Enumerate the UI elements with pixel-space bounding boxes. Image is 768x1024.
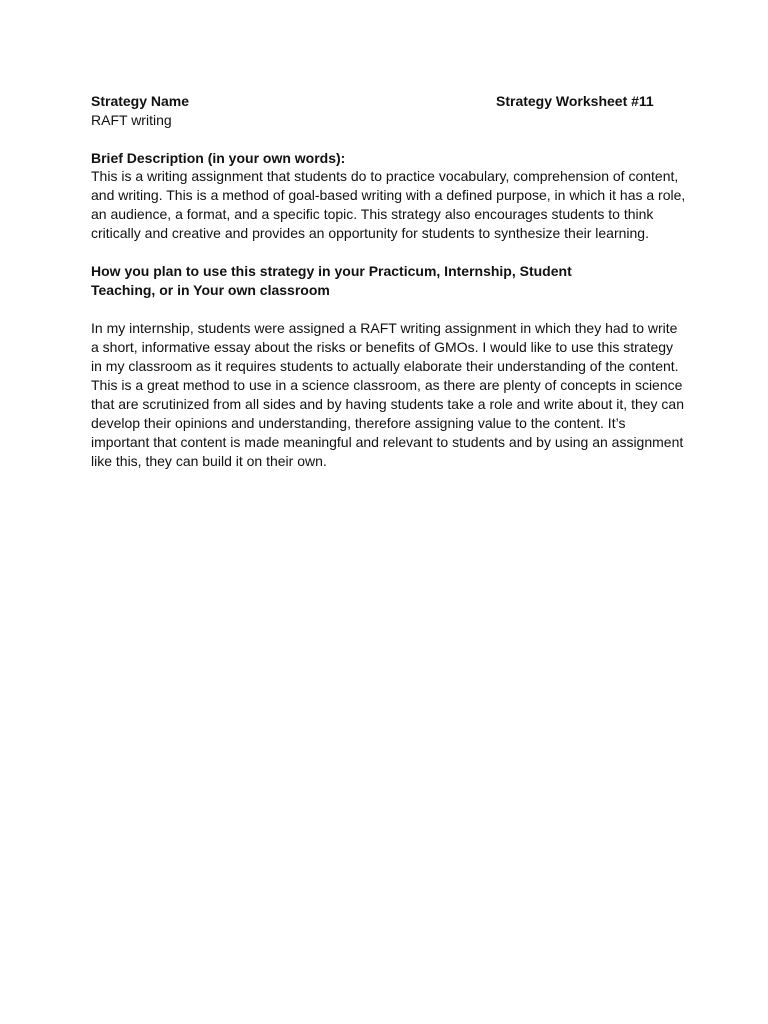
description-line: critically and creative and provides an opportunity for students to synthesize their learning. [91, 225, 649, 241]
strategy-name-value: RAFT writing [91, 112, 172, 128]
plan-line: develop their opinions and understanding, therefore assigning value to the content. It’s [91, 415, 626, 431]
plan-heading-line: Teaching, or in Your own classroom [91, 282, 330, 298]
plan-line: a short, informative essay about the risks or benefits of GMOs. I would like to use this strategy [91, 339, 674, 355]
plan-heading-line: How you plan to use this strategy in your Practicum, Internship, Student [91, 263, 572, 279]
plan-heading [91, 262, 572, 300]
description-paragraph [91, 167, 691, 243]
worksheet-number: Strategy Worksheet #11 [496, 93, 654, 109]
description-line: This is a writing assignment that students do to practice vocabulary, comprehension of content, [91, 168, 679, 184]
plan-line: in my classroom as it requires students to actually elaborate their understanding of the content. [91, 358, 679, 374]
plan-paragraph [91, 319, 691, 471]
description-heading: Brief Description (in your own words): [91, 150, 346, 166]
plan-line: important that content is made meaningful and relevant to students and by using an assignment [91, 434, 684, 450]
plan-line: This is a great method to use in a science classroom, as there are plenty of concepts in science [91, 377, 683, 393]
description-line: and writing. This is a method of goal-based writing with a defined purpose, in which it has a role, [91, 187, 686, 203]
plan-line: In my internship, students were assigned a RAFT writing assignment in which they had to write [91, 320, 678, 336]
plan-line: like this, they can build it on their own. [91, 453, 327, 469]
strategy-name-label: Strategy Name [91, 93, 190, 109]
description-line: an audience, a format, and a specific topic. This strategy also encourages students to think [91, 206, 654, 222]
header-row [91, 92, 691, 110]
plan-line: that are scrutinized from all sides and by having students take a role and write about it, they can [91, 396, 684, 412]
